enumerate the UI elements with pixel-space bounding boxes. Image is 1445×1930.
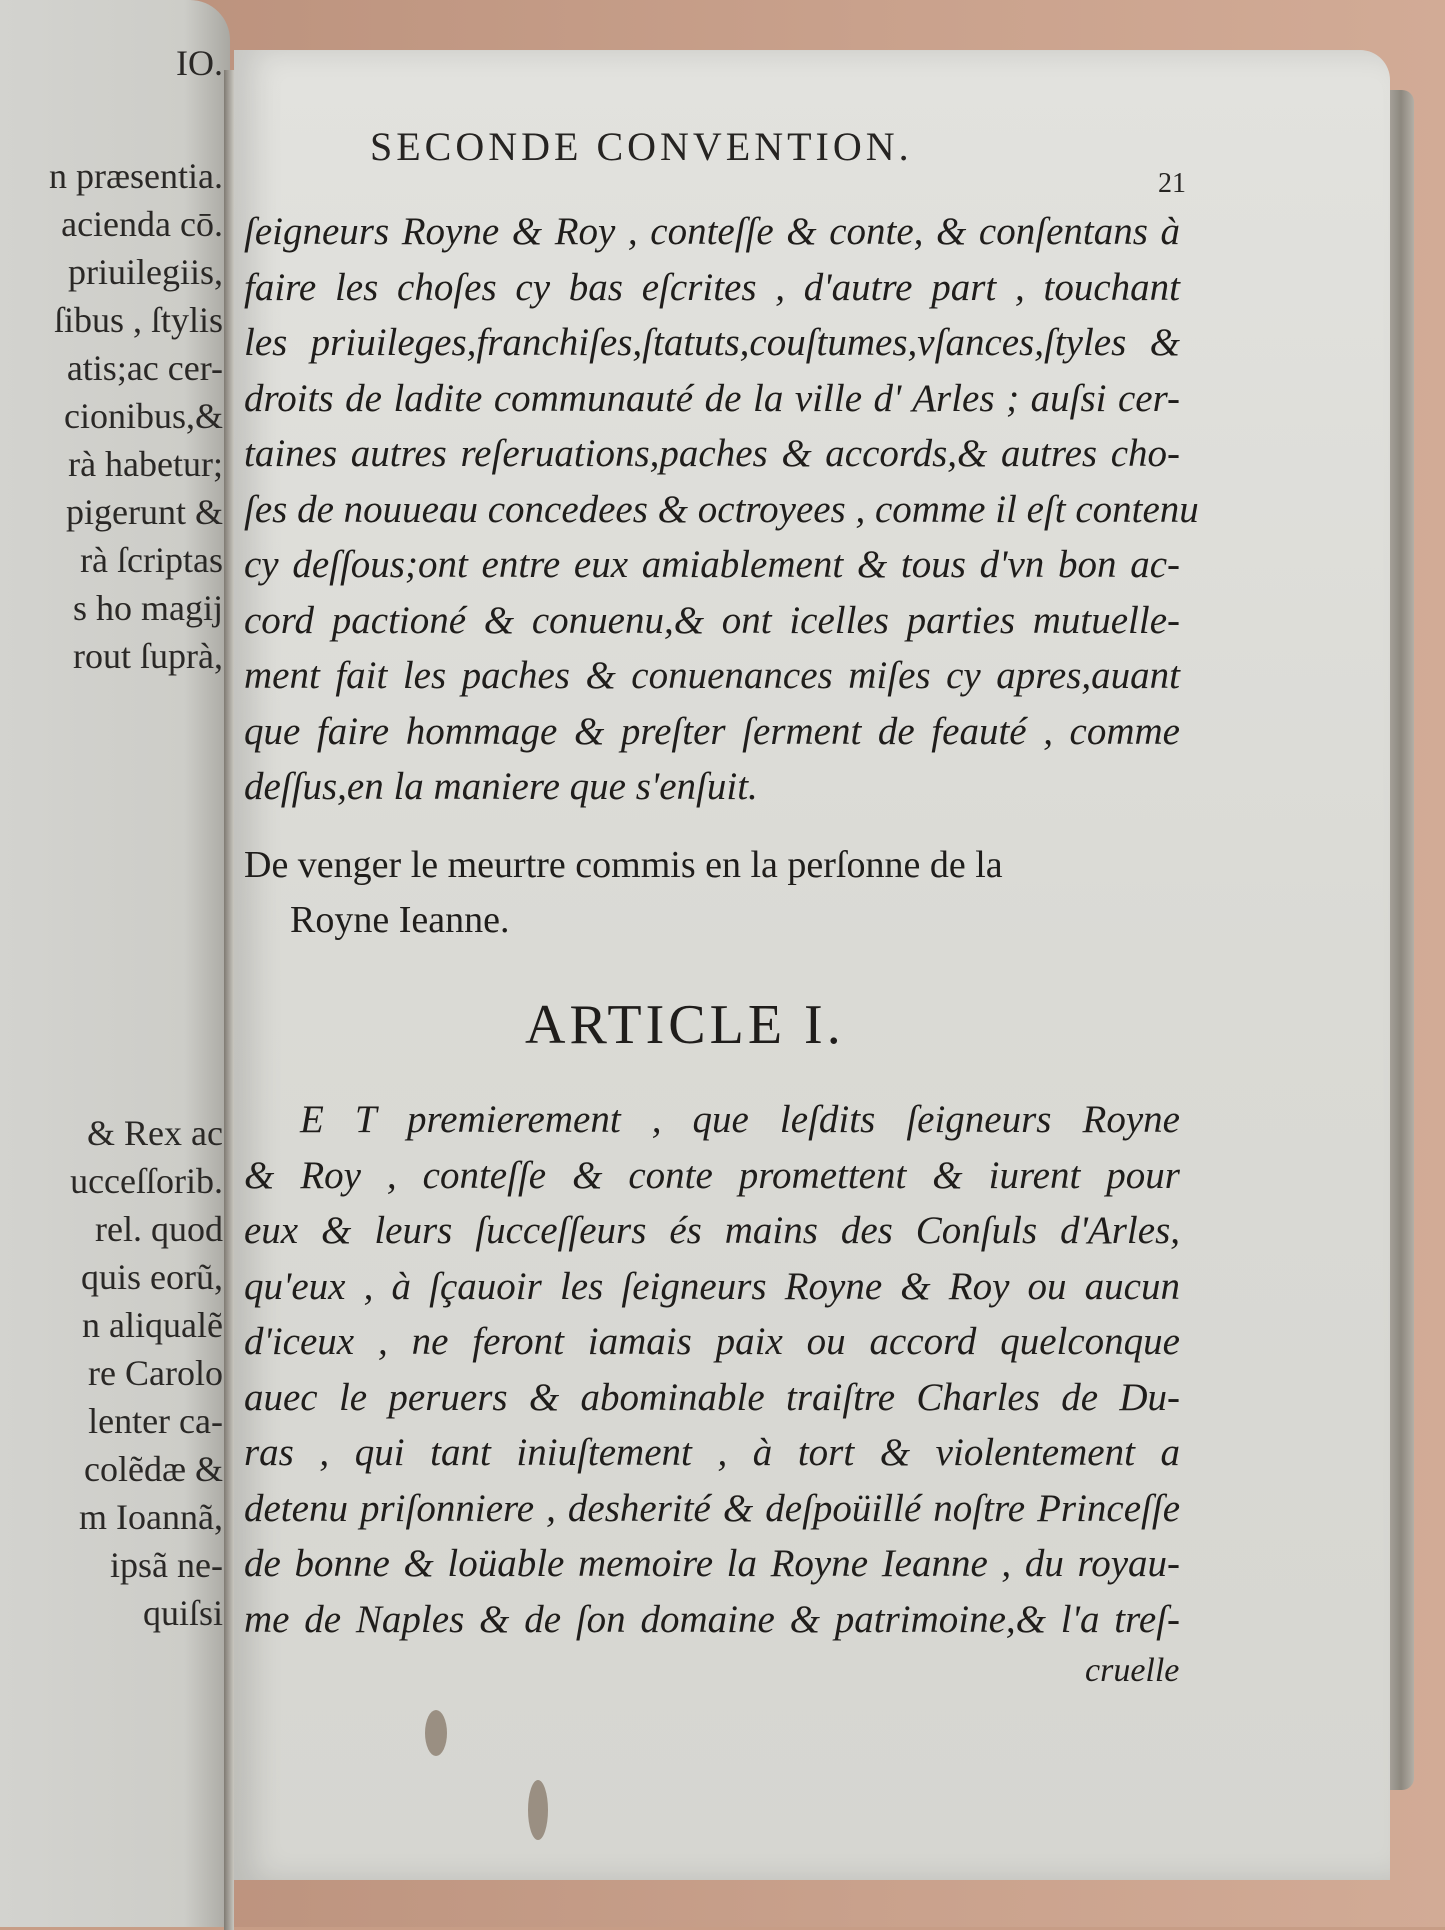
article-text-line: & Roy , conteſſe & conte promettent & iurent pour: [244, 1153, 1180, 1197]
left-page-line: n præsentia.: [49, 156, 223, 196]
article-text-line: auec le peruers & abominable traiſtre Charles de Du-: [244, 1375, 1180, 1419]
left-page-line: ucceſſorib.: [70, 1161, 223, 1201]
running-header: SECONDE CONVENTION.: [370, 124, 913, 169]
left-page-line: quis eorũ,: [81, 1257, 223, 1297]
left-page-line: colẽdæ &: [84, 1449, 223, 1489]
left-page-line: n aliqualẽ: [82, 1305, 223, 1345]
body-text-line: taines autres reſeruations,paches & accords,& autres cho-: [244, 432, 1180, 475]
page-edges: [1388, 90, 1414, 1790]
body-text-line: les priuileges,franchiſes,ſtatuts,couſtumes,vſances,ſtyles &: [244, 321, 1180, 364]
left-page-line: m Ioannã,: [79, 1497, 223, 1537]
left-page-line: rà ſcriptas: [80, 540, 223, 580]
left-page-line: pigerunt &: [66, 492, 223, 532]
left-page-line: IO.: [176, 43, 223, 83]
section-heading-line-2: Royne Ieanne.: [290, 899, 510, 941]
worm-hole: [528, 1780, 548, 1840]
body-text-line: cord pactioné & conuenu,& ont icelles parties mutuelle-: [244, 598, 1180, 642]
body-text-line: faire les choſes cy bas eſcrites , d'autre part , touchant: [244, 265, 1180, 309]
section-heading-line-1: De venger le meurtre commis en la perſonne de la: [244, 844, 1003, 886]
left-page-line: atis;ac cer-: [66, 348, 223, 388]
body-text-line: ſes de nouueau concedees & octroyees , comme il eſt contenu: [244, 487, 1199, 531]
article-text-line: ras , qui tant iniuſtement , à tort & violentement a: [244, 1431, 1180, 1474]
left-page-line: s ho magij: [73, 588, 223, 628]
article-text-line: E T premierement , que leſdits ſeigneurs Royne: [300, 1098, 1180, 1141]
left-page-line: rel. quod: [95, 1209, 223, 1249]
left-page-line: cionibus,&: [64, 396, 223, 436]
article-text-line: d'iceux , ne feront iamais paix ou accord quelconque: [244, 1320, 1180, 1363]
left-page-line: priuilegiis,: [68, 252, 223, 292]
body-text-line: ſeigneurs Royne & Roy , conteſſe & conte, & conſentans à: [244, 210, 1180, 253]
body-text-line: droits de ladite communauté de la ville d' Arles ; auſsi cer-: [244, 376, 1180, 420]
left-page-line: quiſsi: [142, 1593, 223, 1633]
worm-hole: [425, 1710, 447, 1756]
article-text-line: de bonne & loüable memoire la Royne Ieanne , du royau-: [244, 1542, 1180, 1585]
left-page-line: ipsã ne-: [110, 1545, 223, 1585]
left-page-line: rà habetur;: [68, 444, 223, 484]
body-text-line: ment fait les paches & conuenances miſes cy apres,auant: [244, 654, 1180, 697]
body-text-line: cy deſſous;ont entre eux amiablement & tous d'vn bon ac-: [244, 543, 1180, 586]
left-page-line: acienda cō.: [61, 204, 223, 244]
left-page-line: rout ſuprà,: [73, 636, 223, 676]
article-title: ARTICLE I.: [525, 994, 845, 1056]
article-text-line: detenu priſonniere , desherité & deſpoüillé noſtre Princeſſe: [244, 1486, 1180, 1530]
body-text-line: que faire hommage & preſter ſerment de feauté , comme: [244, 709, 1180, 753]
body-text-line: deſſus,en la maniere que s'enſuit.: [244, 765, 758, 808]
article-text-line: qu'eux , à ſçauoir les ſeigneurs Royne & Roy ou aucun: [244, 1264, 1180, 1308]
catchword: cruelle: [1085, 1652, 1180, 1689]
article-text-line: eux & leurs ſucceſſeurs és mains des Conſuls d'Arles,: [244, 1209, 1180, 1252]
article-text-line: me de Naples & de ſon domaine & patrimoine,& l'a treſ-: [244, 1597, 1180, 1641]
left-page-line: lenter ca-: [88, 1401, 223, 1441]
book-gutter: [224, 70, 234, 1930]
left-page-line: ſibus , ſtylis: [53, 300, 223, 340]
page-number: 21: [1158, 168, 1186, 199]
left-page-line: re Carolo: [88, 1353, 223, 1393]
left-page-line: & Rex ac: [87, 1113, 223, 1153]
